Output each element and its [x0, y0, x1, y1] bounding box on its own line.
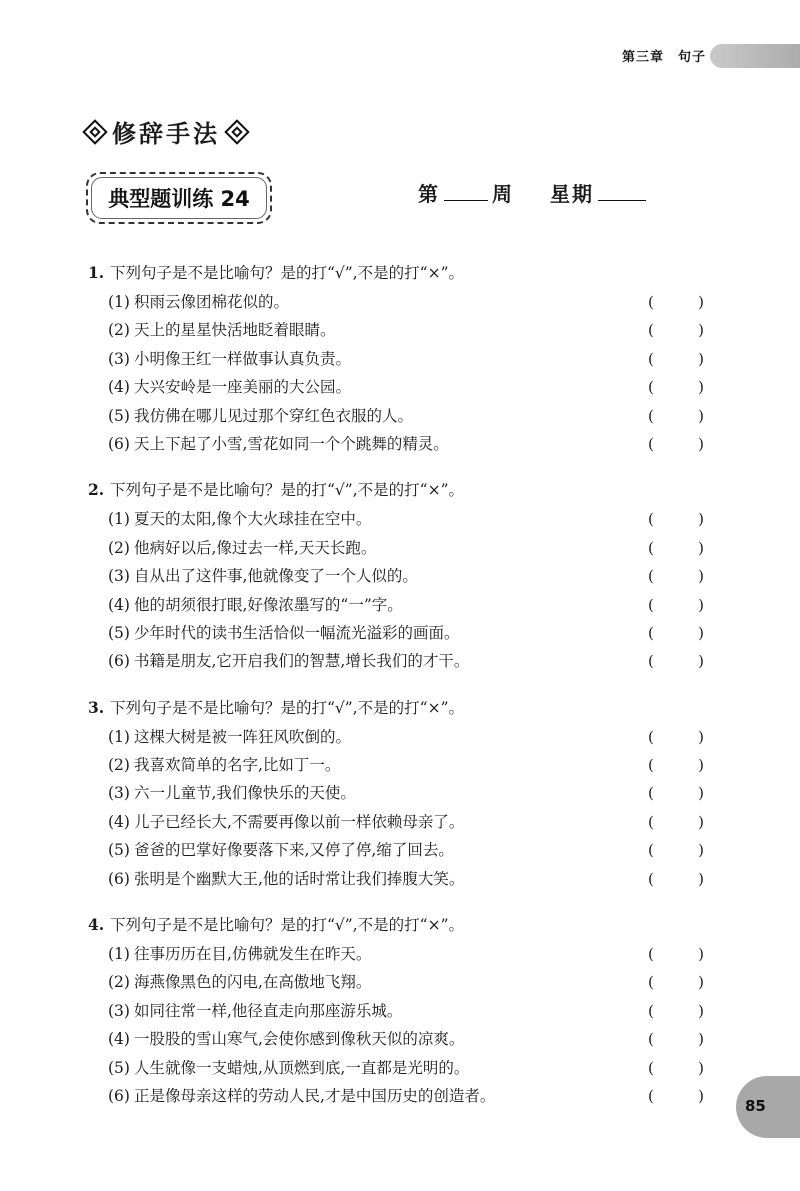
- training-badge: [86, 172, 272, 224]
- question-item: [88, 997, 728, 1025]
- item-label: (2): [108, 973, 130, 992]
- chapter-tab-decoration: [710, 44, 800, 68]
- answer-box[interactable]: [648, 591, 704, 619]
- item-label: (6): [108, 869, 130, 888]
- item-label: (6): [108, 652, 130, 671]
- answer-box[interactable]: [648, 808, 704, 836]
- item-text: 这棵大树是被一阵狂风吹倒的。: [133, 727, 351, 746]
- item-text: 他的胡须很打眼,好像浓墨写的“一”字。: [133, 595, 403, 614]
- answer-paren-close: ): [698, 727, 704, 746]
- answer-paren-close: ): [698, 841, 704, 860]
- item-text: 六一儿童节,我们像快乐的天使。: [133, 784, 356, 803]
- answer-paren-close: ): [698, 812, 704, 831]
- training-badge-text: 典型题训练 24: [108, 187, 250, 211]
- answer-paren-close: ): [698, 538, 704, 557]
- item-label: (2): [108, 321, 130, 340]
- item-text: 天上的星星快活地眨着眼睛。: [133, 321, 336, 340]
- chapter-header: [600, 38, 800, 74]
- answer-paren-open: (: [648, 321, 654, 340]
- answer-paren-open: (: [648, 434, 654, 453]
- answer-box[interactable]: [648, 751, 704, 779]
- answer-paren-close: ): [698, 1030, 704, 1049]
- item-text: 我仿佛在哪儿见过那个穿红色衣服的人。: [133, 406, 413, 425]
- answer-paren-close: ): [698, 973, 704, 992]
- answer-paren-close: ): [698, 945, 704, 964]
- question-item: [88, 779, 728, 807]
- answer-box[interactable]: [648, 865, 704, 893]
- question-stem: [88, 475, 728, 505]
- weekday-label: 星期: [550, 182, 594, 206]
- question-item: [88, 534, 728, 562]
- answer-paren-open: (: [648, 595, 654, 614]
- question-block: [88, 693, 728, 893]
- answer-paren-close: ): [698, 321, 704, 340]
- answer-paren-close: ): [698, 1086, 704, 1105]
- item-label: (1): [108, 293, 130, 311]
- question-stem: [88, 910, 728, 940]
- question-number: 1.: [88, 263, 105, 282]
- answer-paren-close: ): [698, 434, 704, 453]
- answer-paren-open: (: [648, 727, 654, 746]
- answer-paren-close: ): [698, 567, 704, 586]
- question-item: [88, 402, 728, 430]
- week-date-line: [418, 178, 646, 207]
- answer-paren-open: (: [648, 293, 654, 311]
- answer-paren-close: ): [698, 1058, 704, 1077]
- item-label: (4): [108, 378, 130, 397]
- item-label: (4): [108, 1030, 130, 1049]
- question-item: [88, 316, 728, 344]
- answer-box[interactable]: [648, 288, 704, 316]
- answer-paren-close: ): [698, 349, 704, 368]
- item-label: (4): [108, 595, 130, 614]
- question-number: 4.: [88, 915, 105, 935]
- question-stem-text: 下列句子是不是比喻句？是的打“√”,不是的打“×”。: [110, 916, 464, 935]
- answer-box[interactable]: [648, 430, 704, 458]
- question-stem-text: 下列句子是不是比喻句？是的打“√”,不是的打“×”。: [110, 481, 464, 500]
- answer-paren-close: ): [698, 510, 704, 529]
- answer-paren-open: (: [648, 756, 654, 775]
- diamond-icon: [224, 119, 249, 144]
- question-item: [88, 751, 728, 779]
- answer-box[interactable]: [648, 968, 704, 996]
- answer-paren-open: (: [648, 812, 654, 831]
- item-label: (2): [108, 756, 130, 775]
- question-item: [88, 865, 728, 893]
- answer-paren-open: (: [648, 1001, 654, 1020]
- answer-paren-close: ): [698, 1001, 704, 1020]
- answer-paren-close: ): [698, 595, 704, 614]
- answer-paren-open: (: [648, 349, 654, 368]
- section-title-text: 修辞手法: [112, 120, 220, 148]
- item-label: (1): [108, 510, 130, 529]
- item-text: 张明是个幽默大王,他的话时常让我们捧腹大笑。: [133, 869, 465, 888]
- answer-box[interactable]: [648, 647, 704, 675]
- answer-paren-open: (: [648, 1058, 654, 1077]
- item-text: 儿子已经长大,不需要再像以前一样依赖母亲了。: [133, 812, 465, 831]
- question-item: [88, 430, 728, 458]
- answer-box[interactable]: [648, 723, 704, 751]
- answer-paren-close: ): [698, 869, 704, 888]
- answer-paren-close: ): [698, 406, 704, 425]
- answer-paren-close: ): [698, 623, 704, 642]
- answer-paren-open: (: [648, 841, 654, 860]
- question-item: [88, 619, 728, 647]
- page-number: 85: [745, 1097, 766, 1115]
- question-item: [88, 591, 728, 619]
- question-item: [88, 1082, 728, 1110]
- item-label: (3): [108, 567, 130, 586]
- question-item: [88, 723, 728, 751]
- item-text: 自从出了这件事,他就像变了一个人似的。: [133, 567, 418, 586]
- item-text: 夏天的太阳,像个大火球挂在空中。: [133, 510, 372, 529]
- section-title: [78, 114, 254, 149]
- item-label: (5): [108, 1058, 130, 1077]
- question-item: [88, 968, 728, 996]
- answer-paren-open: (: [648, 510, 654, 529]
- chapter-label: 第三章 句子: [622, 50, 707, 65]
- item-text: 天上下起了小雪,雪花如同一个个跳舞的精灵。: [133, 434, 449, 453]
- item-label: (5): [108, 841, 130, 860]
- answer-paren-open: (: [648, 1030, 654, 1049]
- question-item: [88, 808, 728, 836]
- week-label-right: 周: [492, 182, 514, 206]
- answer-paren-close: ): [698, 293, 704, 311]
- item-label: (2): [108, 538, 130, 557]
- answer-box[interactable]: [648, 505, 704, 533]
- answer-paren-close: ): [698, 784, 704, 803]
- item-text: 正是像母亲这样的劳动人民,才是中国历史的创造者。: [133, 1086, 496, 1105]
- answer-paren-open: (: [648, 945, 654, 964]
- answer-paren-open: (: [648, 567, 654, 586]
- item-label: (6): [108, 434, 130, 453]
- question-block: [88, 475, 728, 675]
- question-item: [88, 836, 728, 864]
- item-label: (3): [108, 784, 130, 803]
- answer-box[interactable]: [648, 1082, 704, 1110]
- question-item: [88, 562, 728, 590]
- answer-box[interactable]: [648, 1025, 704, 1053]
- answer-paren-close: ): [698, 652, 704, 671]
- answer-box[interactable]: [648, 316, 704, 344]
- answer-paren-open: (: [648, 869, 654, 888]
- question-item: [88, 373, 728, 401]
- item-text: 一股股的雪山寒气,会使你感到像秋天似的凉爽。: [133, 1030, 465, 1049]
- answer-paren-open: (: [648, 652, 654, 671]
- answer-box[interactable]: [648, 562, 704, 590]
- question-block: [88, 910, 728, 1110]
- answer-box[interactable]: [648, 345, 704, 373]
- item-label: (5): [108, 406, 130, 425]
- answer-paren-close: ): [698, 378, 704, 397]
- question-item: [88, 288, 728, 316]
- question-item: [88, 1025, 728, 1053]
- answer-paren-close: ): [698, 756, 704, 775]
- answer-paren-open: (: [648, 623, 654, 642]
- answer-box[interactable]: [648, 940, 704, 968]
- answer-paren-open: (: [648, 538, 654, 557]
- item-text: 少年时代的读书生活恰似一幅流光溢彩的画面。: [133, 623, 460, 642]
- question-stem-text: 下列句子是不是比喻句？是的打“√”,不是的打“×”。: [110, 264, 464, 282]
- weekday-blank[interactable]: [598, 199, 646, 201]
- answer-box[interactable]: [648, 534, 704, 562]
- item-label: (5): [108, 623, 130, 642]
- question-stem-text: 下列句子是不是比喻句？是的打“√”,不是的打“×”。: [110, 698, 464, 717]
- question-stem: [88, 258, 728, 288]
- answer-box[interactable]: [648, 836, 704, 864]
- item-text: 往事历历在目,仿佛就发生在昨天。: [133, 945, 372, 964]
- item-label: (1): [108, 945, 130, 964]
- answer-paren-open: (: [648, 973, 654, 992]
- answer-paren-open: (: [648, 1086, 654, 1105]
- item-text: 我喜欢简单的名字,比如丁一。: [133, 756, 341, 775]
- question-number: 3.: [88, 697, 105, 717]
- question-item: [88, 345, 728, 373]
- answer-box[interactable]: [648, 1054, 704, 1082]
- week-label-left: 第: [418, 182, 440, 206]
- answer-paren-open: (: [648, 378, 654, 397]
- item-text: 海燕像黑色的闪电,在高傲地飞翔。: [133, 973, 372, 992]
- item-text: 如同往常一样,他径直走向那座游乐城。: [133, 1001, 403, 1020]
- item-label: (4): [108, 812, 130, 831]
- week-blank[interactable]: [444, 199, 488, 201]
- question-stem: [88, 693, 728, 723]
- answer-paren-open: (: [648, 784, 654, 803]
- item-text: 书籍是朋友,它开启我们的智慧,增长我们的才干。: [133, 652, 470, 671]
- answer-box[interactable]: [648, 997, 704, 1025]
- question-list: [88, 258, 728, 1127]
- item-text: 小明像王红一样做事认真负责。: [133, 349, 351, 368]
- item-label: (6): [108, 1086, 130, 1105]
- item-label: (3): [108, 349, 130, 368]
- question-number: 2.: [88, 480, 105, 500]
- item-text: 他病好以后,像过去一样,天天长跑。: [133, 538, 377, 557]
- answer-box[interactable]: [648, 619, 704, 647]
- answer-box[interactable]: [648, 779, 704, 807]
- item-text: 积雨云像团棉花似的。: [133, 293, 289, 311]
- answer-box[interactable]: [648, 402, 704, 430]
- answer-paren-open: (: [648, 406, 654, 425]
- item-label: (3): [108, 1001, 130, 1020]
- question-item: [88, 1054, 728, 1082]
- answer-box[interactable]: [648, 373, 704, 401]
- item-text: 爸爸的巴掌好像要落下来,又停了停,缩了回去。: [133, 841, 454, 860]
- question-item: [88, 505, 728, 533]
- question-item: [88, 647, 728, 675]
- question-item: [88, 940, 728, 968]
- item-text: 大兴安岭是一座美丽的大公园。: [133, 378, 351, 397]
- item-label: (1): [108, 727, 130, 746]
- diamond-icon: [82, 119, 107, 144]
- question-block: [88, 258, 728, 458]
- item-text: 人生就像一支蜡烛,从顶燃到底,一直都是光明的。: [133, 1058, 470, 1077]
